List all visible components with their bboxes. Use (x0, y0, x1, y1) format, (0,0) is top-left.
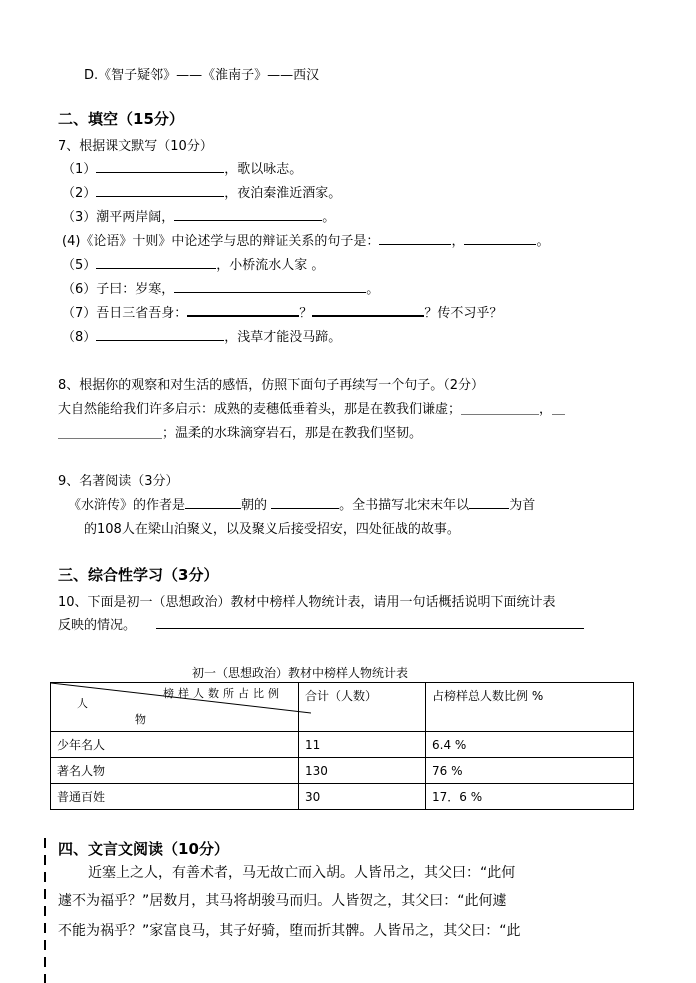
q9-line-1: 《水浒传》的作者是 朝的 。全书描写北宋末年以 为首 (68, 498, 536, 513)
row-name: 著名人物 (51, 758, 299, 784)
diagonal-header-cell (51, 683, 299, 732)
q10-line-2: 反映的情况。 (58, 614, 584, 633)
answer-blank[interactable] (96, 160, 224, 173)
header-count: 合计（人数） (299, 683, 426, 732)
row-ratio: 6.4 % (426, 732, 634, 758)
q7-item-1: （1） ，歌以咏志。 (62, 162, 303, 177)
classical-text-line-1: 近塞上之人，有善术者，马无故亡而入胡。人皆吊之，其父曰：“此何 (88, 865, 516, 881)
answer-blank[interactable] (469, 496, 509, 509)
row-count: 11 (299, 732, 426, 758)
row-ratio: 76 % (426, 758, 634, 784)
row-name: 少年名人 (51, 732, 299, 758)
q7-title: 7、根据课文默写（10分） (58, 139, 213, 154)
q7-item-7: （7）吾日三省吾身： ？ ？传不习乎？ (62, 302, 502, 321)
answer-blank[interactable] (379, 232, 451, 245)
answer-blank[interactable] (174, 208, 322, 221)
q7-item-2: （2） ，夜泊秦淮近酒家。 (62, 186, 342, 201)
section-4-heading: 四、文言文阅读（10分） (58, 840, 229, 858)
answer-blank[interactable] (185, 496, 241, 509)
table-caption: 初一（思想政治）教材中榜样人物统计表 (192, 666, 409, 680)
statistics-table (50, 682, 634, 810)
header-diag-top: 榜样人数所占比例 (163, 687, 283, 700)
answer-blank[interactable] (464, 232, 536, 245)
answer-blank[interactable] (96, 256, 216, 269)
section-2-heading: 二、填空（15分） (58, 110, 184, 128)
q7-item-8: （8） ，浅草才能没马蹄。 (62, 330, 342, 345)
table-row (51, 758, 634, 784)
answer-blank[interactable] (96, 328, 224, 341)
answer-blank[interactable] (312, 303, 424, 317)
binding-margin-dashes (44, 838, 46, 983)
q7-item-3: （3）潮平两岸阔， 。 (62, 210, 336, 225)
q7-item-6: （6）子曰：岁寒， 。 (62, 282, 380, 297)
answer-blank[interactable] (96, 184, 224, 197)
row-ratio: 17．6 % (426, 784, 634, 810)
q7-item-5: （5） ，小桥流水人家 。 (62, 258, 325, 273)
q10-line-1: 10、下面是初一（思想政治）教材中榜样人物统计表，请用一句话概括说明下面统计表 (58, 595, 556, 610)
row-count: 30 (299, 784, 426, 810)
q8-line-2: 大自然能给我们许多启示：成熟的麦穗低垂着头，那是在教我们谦虚；＿＿＿＿＿＿，＿ (58, 402, 566, 417)
header-diag-left: 人 (77, 697, 88, 710)
table-row (51, 784, 634, 810)
classical-text-line-3: 不能为祸乎？”家富良马，其子好骑，堕而折其髀。人皆吊之，其父曰：“此 (58, 923, 521, 939)
answer-blank[interactable] (156, 616, 584, 629)
answer-blank[interactable] (271, 496, 339, 509)
q8-line-1: 8、根据你的观察和对生活的感悟，仿照下面句子再续写一个句子。（2分） (58, 378, 485, 393)
q9-line-2: 的108人在梁山泊聚义，以及聚义后接受招安，四处征战的故事。 (84, 522, 460, 537)
q7-item-4: (4)《论语》十则》中论述学与思的辩证关系的句子是： ， 。 (62, 234, 550, 249)
answer-blank[interactable] (187, 303, 299, 317)
section-3-heading: 三、综合性学习（3分） (58, 566, 219, 584)
classical-text-line-2: 遽不为福乎？”居数月，其马将胡骏马而归。人皆贺之，其父曰：“此何遽 (58, 893, 507, 909)
q9-title: 9、名著阅读（3分） (58, 474, 179, 489)
option-d: D.《智子疑邻》——《淮南子》——西汉 (84, 68, 320, 83)
row-name: 普通百姓 (51, 784, 299, 810)
table-row (51, 732, 634, 758)
header-ratio: 占榜样总人数比例 % (426, 683, 634, 732)
header-diag-bottom: 物 (135, 713, 146, 726)
answer-blank[interactable] (174, 280, 366, 293)
row-count: 130 (299, 758, 426, 784)
q8-line-3: ＿＿＿＿＿＿＿＿；温柔的水珠滴穿岩石，那是在教我们坚韧。 (58, 426, 423, 441)
